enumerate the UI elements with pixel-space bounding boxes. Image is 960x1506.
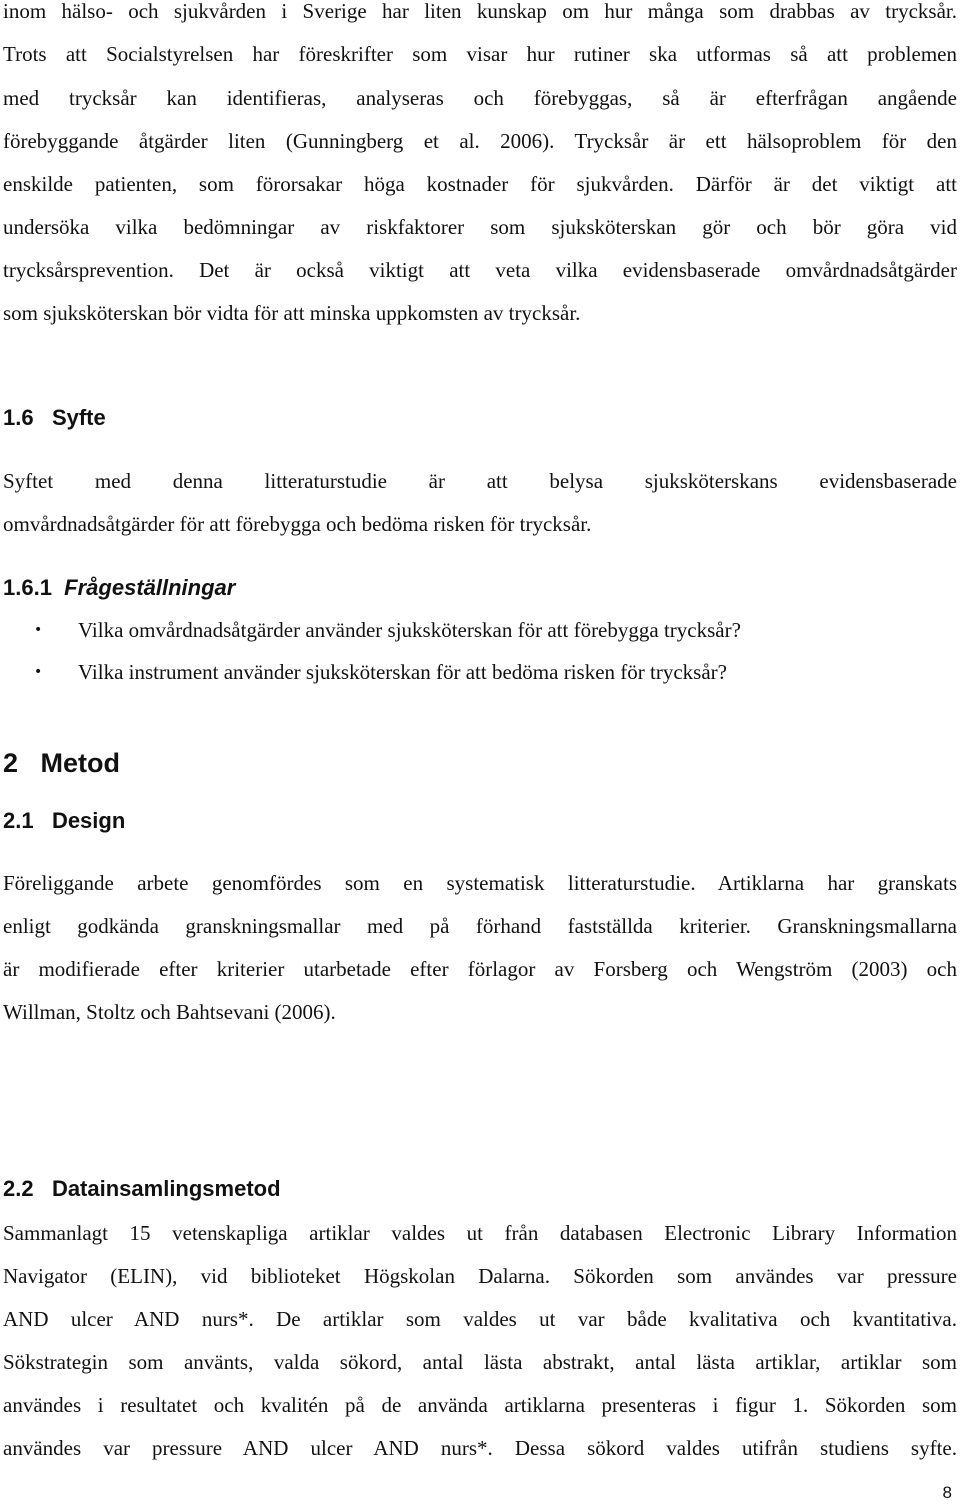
section-title: Design xyxy=(51,808,126,833)
datainsamling-line: AND ulcer AND nurs*. De artiklar som valdes ut var både kvalitativa och kvantitativa. xyxy=(3,1307,957,1331)
bullet-icon: • xyxy=(34,664,43,680)
question-item: Vilka omvårdnadsåtgärder använder sjuksköterskan för att förebygga trycksår? xyxy=(78,618,741,642)
intro-line: Trots att Socialstyrelsen har föreskrifter som visar hur rutiner ska utformas så att problemen xyxy=(3,42,957,66)
syfte-line: Syftet med denna litteraturstudie är att belysa sjuksköterskans evidensbaserade xyxy=(3,469,957,493)
section-heading-fragestallningar xyxy=(3,575,235,601)
intro-line: förebyggande åtgärder liten (Gunningberg et al. 2006). Trycksår är ett hälsoproblem för den xyxy=(3,129,957,153)
section-number: 1.6 xyxy=(3,405,34,430)
design-line: är modifierade efter kriterier utarbetade efter förlagor av Forsberg och Wengström (2003) och xyxy=(3,957,957,981)
design-line: Willman, Stoltz och Bahtsevani (2006). xyxy=(3,1000,336,1024)
chapter-number: 2 xyxy=(3,748,19,778)
page-number: 8 xyxy=(942,1483,952,1502)
section-title: Frågeställningar xyxy=(64,575,236,600)
intro-line: undersöka vilka bedömningar av riskfaktorer som sjuksköterskan gör och bör göra vid xyxy=(3,215,957,239)
datainsamling-line: användes var pressure AND ulcer AND nurs*. Dessa sökord valdes utifrån studiens syfte. xyxy=(3,1436,957,1460)
section-heading-design xyxy=(3,808,125,834)
intro-line: enskilde patienten, som förorsakar höga kostnader för sjukvården. Därför är det viktigt att xyxy=(3,172,957,196)
section-title: Datainsamlingsmetod xyxy=(51,1176,281,1201)
datainsamling-line: Sökstrategin som använts, valda sökord, antal lästa abstrakt, antal lästa artiklar, artiklar som xyxy=(3,1350,957,1374)
section-number: 2.1 xyxy=(3,808,34,833)
section-title: Syfte xyxy=(51,405,106,430)
intro-line: med trycksår kan identifieras, analyseras och förebyggas, så är efterfrågan angående xyxy=(3,86,957,110)
datainsamling-line: användes i resultatet och kvalitén på de använda artiklarna presenteras i figur 1. Sökorden som xyxy=(3,1393,957,1417)
intro-line: som sjuksköterskan bör vidta för att minska uppkomsten av trycksår. xyxy=(3,301,581,325)
datainsamling-line: Sammanlagt 15 vetenskapliga artiklar valdes ut från databasen Electronic Library Information xyxy=(3,1221,957,1245)
design-line: Föreliggande arbete genomfördes som en systematisk litteraturstudie. Artiklarna har granskats xyxy=(3,871,957,895)
intro-line: inom hälso- och sjukvården i Sverige har liten kunskap om hur många som drabbas av trycksår. xyxy=(3,0,957,23)
section-heading-syfte xyxy=(3,405,106,431)
datainsamling-line: Navigator (ELIN), vid biblioteket Högskolan Dalarna. Sökorden som användes var pressure xyxy=(3,1264,957,1288)
section-heading-datainsamlingsmetod xyxy=(3,1176,281,1202)
design-line: enligt godkända granskningsmallar med på förhand fastställda kriterier. Granskningsmallarna xyxy=(3,914,957,938)
question-item: Vilka instrument använder sjuksköterskan för att bedöma risken för trycksår? xyxy=(78,660,727,684)
bullet-icon: • xyxy=(34,622,43,638)
section-number: 1.6.1 xyxy=(3,575,52,600)
intro-line: trycksårsprevention. Det är också viktigt att veta vilka evidensbaserade omvårdnadsåtgärder xyxy=(3,258,957,282)
chapter-heading-metod xyxy=(3,748,120,779)
syfte-line: omvårdnadsåtgärder för att förebygga och bedöma risken för trycksår. xyxy=(3,512,592,536)
chapter-title: Metod xyxy=(40,748,121,778)
section-number: 2.2 xyxy=(3,1176,34,1201)
